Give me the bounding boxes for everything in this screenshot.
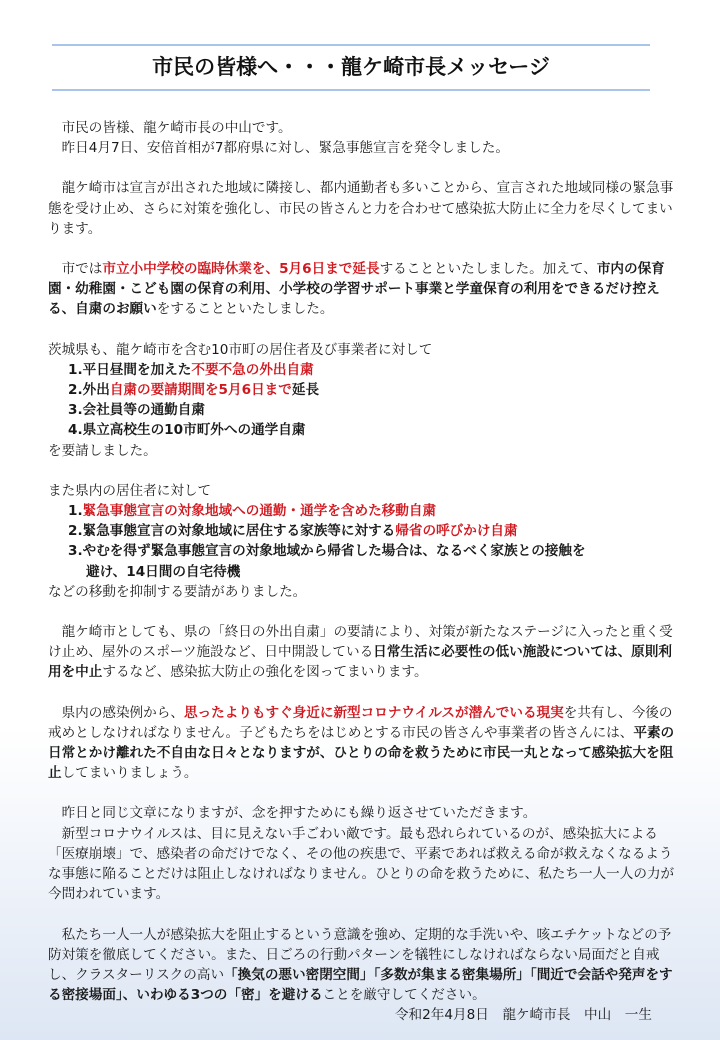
- hidden-virus-highlight: 思ったよりもすぐ身近に新型コロナウイルスが潜んでいる現実: [183, 704, 564, 721]
- list-item: 1.平日昼間を加えた不要不急の外出自粛: [68, 361, 314, 378]
- paragraph-medical-collapse: 新型コロナウイルスは、目に見えない手ごわい敵です。最も恐れられているのが、感染拡大による「医療崩壊」で、感染者の命だけでなく、その他の疾患で、平素であれば救える命が救えなくなるような事態に陥ることだけは阻止しなければなりません。ひとりの命を救うために、私たち一人一人の力が今問われています。: [48, 825, 675, 903]
- paragraph-school-closure: 市では市立小中学校の臨時休業を、5月6日まで延長することといたしました。加えて、市内の保育園・幼稚園・こども園の保育の利用、小学校の学習サポート事業と学童保育の利用をできるだけ控える、自粛のお願いをすることといたしました。: [48, 261, 665, 318]
- unity-highlight: 平素の日常とかけ離れた不自由な日々となりますが、ひとりの命を救うために市民一丸となって感染拡大を阻止: [48, 724, 675, 782]
- childcare-request-highlight: 市内の保育園・幼稚園・こども園の保育の利用、小学校の学習サポート事業と学童保育の利用をできるだけ控える、自粛のお願い: [48, 261, 665, 318]
- title-block: [52, 44, 650, 91]
- list-item: 3.やむを得ず緊急事態宣言の対象地域から帰省した場合は、なるべく家族との接触を 避け、14日間の自宅待機: [68, 543, 586, 580]
- repeat-notice-line: 昨日と同じ文章になりますが、念を押すためにも繰り返させていただきます。: [61, 805, 537, 822]
- three-cs-highlight: 「換気の悪い密閉空間」「多数が集まる密集場所」「間近で会話や発声をする密接場面」、いわゆる3つの「密」を避ける: [48, 966, 673, 1004]
- paragraph-adjacent-area: 龍ケ崎市は宣言が出された地域に隣接し、都内通勤者も多いことから、宣言された地域同様の緊急事態を受け止め、さらに対策を強化し、市民の皆さんと力を合わせて感染拡大防止に全力を尽くしてまいります。: [48, 180, 674, 237]
- list-item: 2.緊急事態宣言の対象地域に居住する家族等に対する帰省の呼びかけ自粛: [68, 523, 518, 540]
- prefecture-request-intro: 茨城県も、龍ケ崎市を含む10市町の居住者及び事業者に対して: [48, 341, 433, 358]
- paragraph-three-cs: 私たち一人一人が感染拡大を阻止するという意識を強め、定期的な手洗いや、咳エチケットなどの予防対策を徹底してください。また、日ごろの行動パターンを犠牲にしなければならない局面だと自戒し、クラスターリスクの高い「換気の悪い密閉空間」「多数が集まる密集場所」「間近で会話や発声をする密接場面」、いわゆる3つの「密」を避けることを厳守してください。: [48, 926, 673, 1004]
- resident-request-outro: などの移動を抑制する要請がありました。: [48, 583, 307, 600]
- declaration-line: 昨日4月7日、安倍首相が7都府県に対し、緊急事態宣言を発令しました。: [61, 140, 509, 157]
- paragraph-local-infection: 県内の感染例から、思ったよりもすぐ身近に新型コロナウイルスが潜んでいる現実を共有し、今後の戒めとしなければなりません。子どもたちをはじめとする市民の皆さんや事業者の皆さんには、平素の日常とかけ離れた不自由な日々となりますが、ひとりの命を救うために市民一丸となって感染拡大を阻止してまいりましょう。: [48, 704, 675, 782]
- greeting-line: 市民の皆様、龍ケ崎市長の中山です。: [61, 120, 292, 136]
- school-closure-highlight: 市立小中学校の臨時休業を、5月6日まで延長: [102, 261, 380, 278]
- paragraph-facility-closure: 龍ケ崎市としても、県の「終日の外出自粛」の要請により、対策が新たなステージに入ったと重く受け止め、屋外のスポーツ施設など、日中開設している日常生活に必要性の低い施設については、原則利用を中止するなど、感染拡大防止の強化を図ってまいります。: [48, 624, 673, 681]
- message-body: [48, 118, 680, 1026]
- signature: 令和2年4月8日 龍ケ崎市長 中山 一生: [394, 1007, 652, 1024]
- list-item: 3.会社員等の通勤自粛: [68, 402, 205, 419]
- title-bottom-rule: [52, 89, 650, 91]
- prefecture-request-outro: を要請しました。: [48, 442, 157, 459]
- facility-closure-highlight: 日常生活に必要性の低い施設については、原則利用を中止: [48, 644, 672, 681]
- list-item: 1.緊急事態宣言の対象地域への通勤・通学を含めた移動自粛: [68, 503, 437, 520]
- list-item: 2.外出自粛の要請期間を5月6日まで延長: [68, 382, 320, 399]
- page-title: 市民の皆様へ・・・龍ケ崎市長メッセージ: [152, 55, 550, 79]
- resident-request-intro: また県内の居住者に対して: [48, 482, 212, 499]
- list-item: 4.県立高校生の10市町外への通学自粛: [68, 422, 306, 439]
